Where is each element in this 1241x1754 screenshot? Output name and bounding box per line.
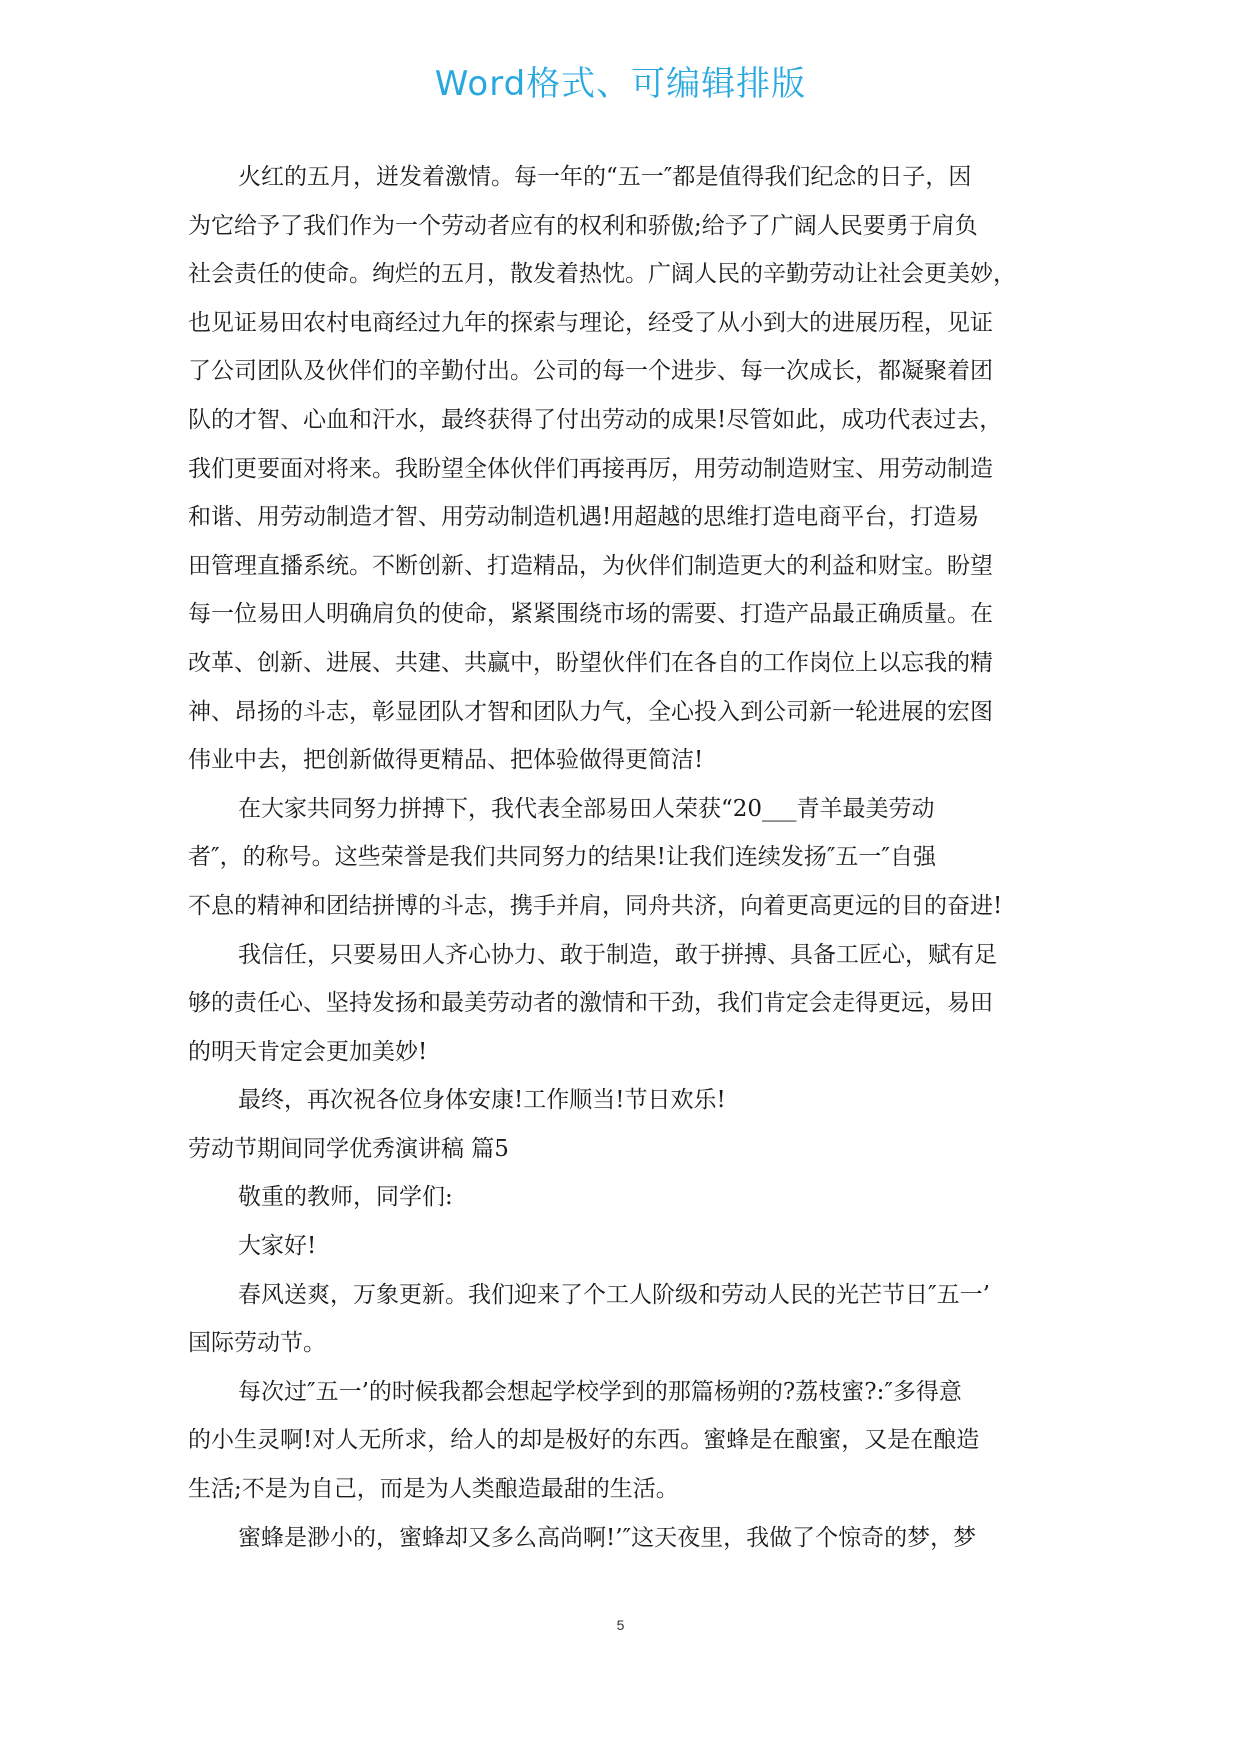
document-body bbox=[188, 153, 1068, 1562]
text-line: 也见证易田农村电商经过九年的探索与理论，经受了从小到大的进展历程，见证 bbox=[188, 309, 993, 336]
text-line: 春风送爽，万象更新。我们迎来了个工人阶级和劳动人民的光芒节日″五一’ bbox=[238, 1281, 990, 1308]
text-line: 伟业中去，把创新做得更精品、把体验做得更简洁! bbox=[188, 747, 704, 774]
text-line: 者″，的称号。这些荣誉是我们共同努力的结果!让我们连续发扬″五一″自强 bbox=[188, 844, 937, 871]
text-line: 国际劳动节。 bbox=[188, 1330, 326, 1357]
text-line: 大家好! bbox=[238, 1233, 317, 1260]
text-line: 最终，再次祝各位身体安康!工作顺当!节日欢乐! bbox=[238, 1087, 726, 1114]
text-line: 神、昂扬的斗志，彰显团队才智和团队力气，全心投入到公司新一轮进展的宏图 bbox=[188, 698, 993, 725]
page-header-title: Word格式、可编辑排版 bbox=[434, 64, 807, 104]
text-line: 在大家共同努力拼搏下，我代表全部易田人荣获“20___青羊最美劳动 bbox=[238, 795, 935, 822]
text-line: 田管理直播系统。不断创新、打造精品，为伙伴们制造更大的利益和财宝。盼望 bbox=[188, 552, 993, 579]
text-line: 每一位易田人明确肩负的使命，紧紧围绕市场的需要、打造产品最正确质量。在 bbox=[188, 601, 993, 628]
text-line: 和谐、用劳动制造才智、用劳动制造机遇!用超越的思维打造电商平台，打造易 bbox=[188, 504, 980, 531]
text-line: 不息的精神和团结拼博的斗志，携手并肩，同舟共济，向着更高更远的目的奋进! bbox=[188, 892, 1003, 919]
text-line: 够的责任心、坚持发扬和最美劳动者的激情和干劲，我们肯定会走得更远，易田 bbox=[188, 990, 993, 1017]
text-line: 每次过″五一’的时候我都会想起学校学到的那篇杨朔的?荔枝蜜?:″多得意 bbox=[238, 1378, 962, 1405]
text-line: 蜜蜂是渺小的，蜜蜂却又多么高尚啊!’″这天夜里，我做了个惊奇的梦，梦 bbox=[238, 1524, 977, 1551]
text-line: 队的才智、心血和汗水，最终获得了付出劳动的成果!尽管如此，成功代表过去， bbox=[188, 406, 1003, 433]
text-line: 的明天肯定会更加美妙! bbox=[188, 1038, 428, 1065]
text-line: 社会责任的使命。绚烂的五月，散发着热忱。广阔人民的辛勤劳动让社会更美妙， bbox=[188, 261, 1016, 288]
text-line: 敬重的教师，同学们: bbox=[238, 1184, 453, 1211]
text-line: 的小生灵啊!对人无所求，给人的却是极好的东西。蜜蜂是在酿蜜，又是在酿造 bbox=[188, 1427, 980, 1454]
section-heading: 劳动节期间同学优秀演讲稿 篇5 bbox=[188, 1135, 509, 1162]
text-line: 我信任，只要易田人齐心协力、敢于制造，敢于拼搏、具备工匠心，赋有足 bbox=[238, 941, 997, 968]
text-line: 生活;不是为自己，而是为人类酿造最甜的生活。 bbox=[188, 1476, 679, 1503]
text-line: 我们更要面对将来。我盼望全体伙伴们再接再厉，用劳动制造财宝、用劳动制造 bbox=[188, 455, 993, 482]
text-line: 了公司团队及伙伴们的辛勤付出。公司的每一个进步、每一次成长，都凝聚着团 bbox=[188, 358, 993, 385]
text-line: 改革、创新、进展、共建、共赢中，盼望伙伴们在各自的工作岗位上以忘我的精 bbox=[188, 649, 993, 676]
text-line: 火红的五月，迸发着激情。每一年的“五一″都是值得我们纪念的日子，因 bbox=[238, 164, 972, 190]
page-number: 5 bbox=[616, 1617, 625, 1633]
text-line: 为它给予了我们作为一个劳动者应有的权利和骄傲;给予了广阔人民要勇于肩负 bbox=[188, 212, 978, 239]
